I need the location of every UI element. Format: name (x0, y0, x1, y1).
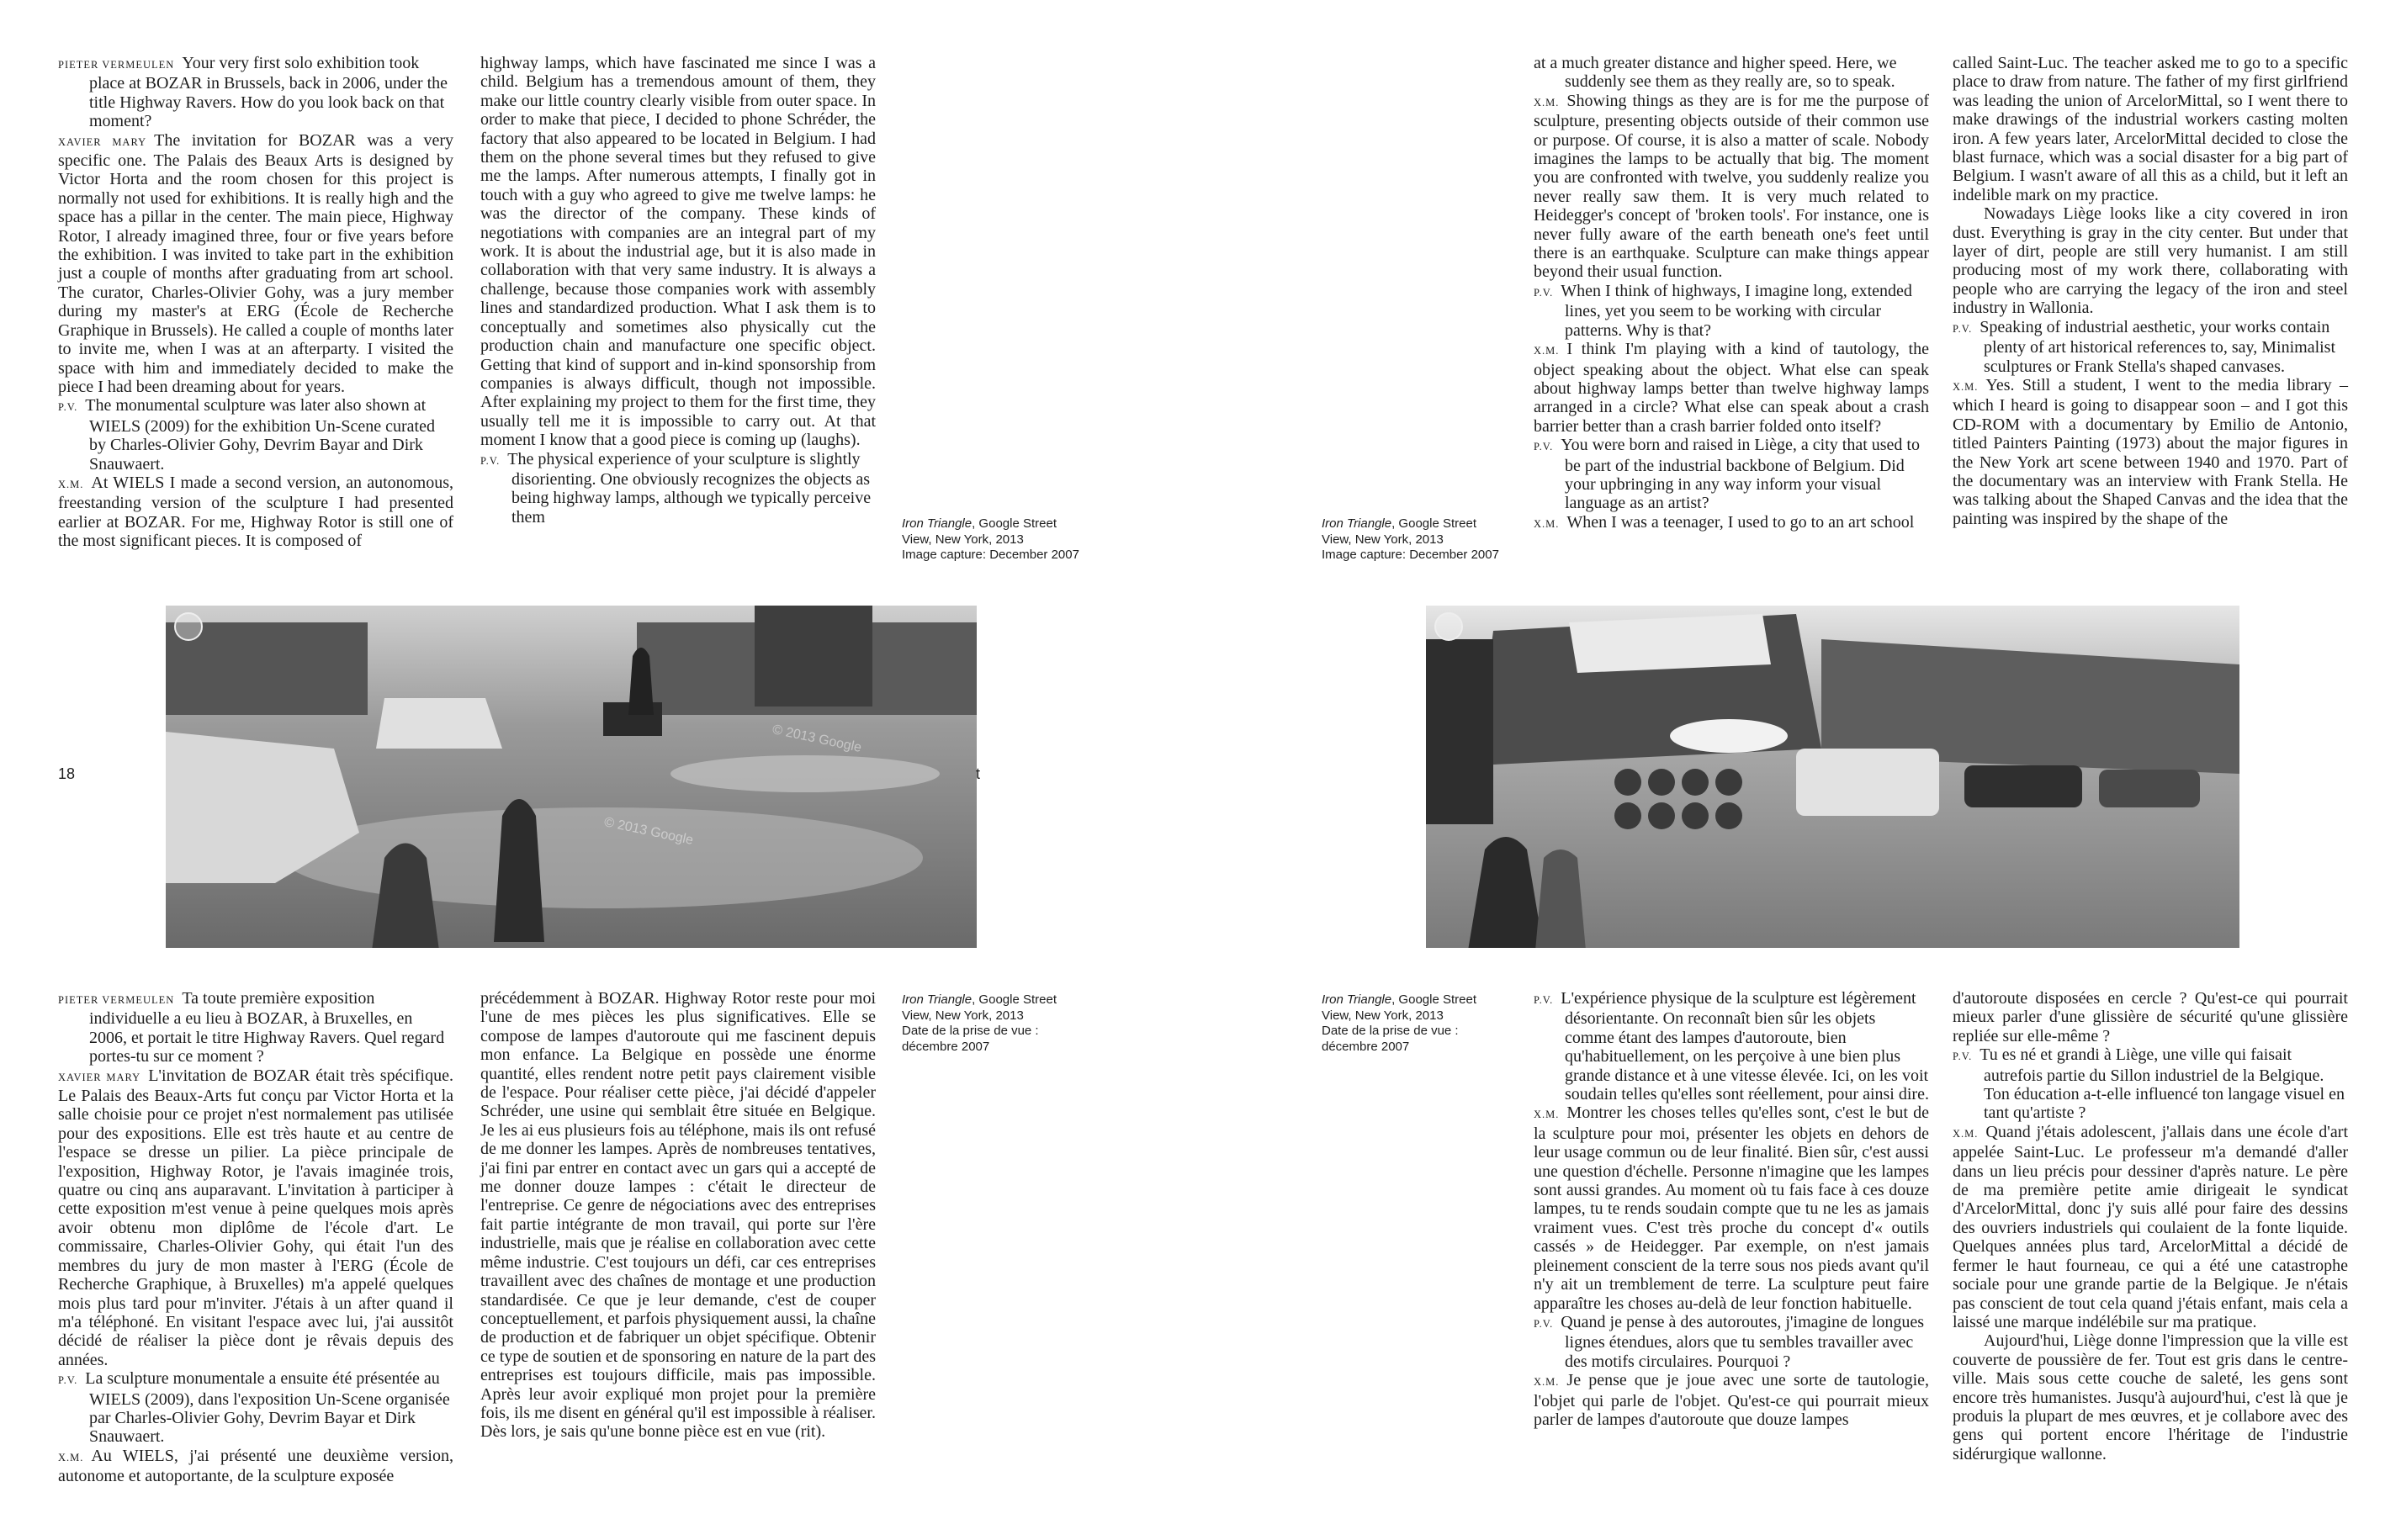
interview-answer (58, 131, 453, 397)
speaker-label: P.V. (480, 454, 501, 467)
paragraph (1953, 54, 2348, 204)
caption-date-label: Date de la prise de vue : (902, 1024, 1039, 1038)
interview-question (1953, 1045, 2348, 1123)
caption-date: décembre 2007 (1322, 1039, 1410, 1054)
interview-question (58, 989, 453, 1066)
paragraph-text: d'autoroute disposées en cercle ? Qu'est-ce qui pourrait mieux parler d'une glissière de sécurité qu'une glissière repliée sur elle-même ? (1953, 989, 2348, 1045)
interview-answer (58, 474, 453, 551)
interview-answer (58, 1066, 453, 1370)
street-view-photo-left (166, 606, 977, 948)
paragraph-text: Je pense que je joue avec une sorte de tautologie, l'objet qui parle de l'objet. Qu'est-ce qui pourrait mieux parler de lampes d'autoroute que douze lampes (1534, 1371, 1929, 1429)
caption-text: , Google Street (1391, 992, 1476, 1007)
paragraph (1953, 989, 2348, 1045)
interview-question (1534, 1313, 1929, 1371)
paragraph-text: Nowadays Liège looks like a city covered in iron dust. Everything is gray in the city center. But under that layer of dirt, people are still very humanist. I am still producing most of my work there, collaborating with people who are carrying the legacy of the iron and steel industry in Wallonia. (1953, 204, 2348, 318)
paragraph-text: Quand j'étais adolescent, j'allais dans une école d'art appelée Saint-Luc. Le professeur m'a demandé d'aller dans un lieu précis pour dessiner d'après nature. Le père de ma première petite amie dirigeait le syndicat d'ArcelorMittal, donc j'y suis allé pour faire des dessins des ouvriers industriels qui coulaient de la fonte liquide. Quelques années plus tard, ArcelorMittal a décidé de fermer le haut fourneau, ce qui a été une catastrophe sociale pour une grande partie de la Belgique. Je n'étais pas conscient de tout cela quand j'étais enfant, mais cela a laissé une marque indélébile sur ma pratique. (1953, 1122, 2348, 1331)
speaker-label: P.V. (58, 401, 78, 414)
speaker-label: X.M. (58, 1451, 84, 1463)
caption-date-label: Date de la prise de vue : (1322, 1024, 1459, 1038)
french-column-4 (1953, 989, 2348, 1463)
page-number: 18 (58, 765, 76, 782)
photo-caption-french-right (1322, 992, 1524, 1055)
speaker-label: X.M. (1953, 1127, 1979, 1140)
speaker-label: X.M. (1534, 1376, 1560, 1389)
interview-question (1953, 318, 2348, 376)
french-column-2 (480, 989, 876, 1442)
caption-text: , Google Street (972, 992, 1057, 1007)
paragraph-text: The invitation for BOZAR was a very specific one. The Palais des Beaux Arts is designed by Victor Horta and the room chosen for this project is normally not used for exhibitions. It is really high and the space has a pillar in the center. The main piece, Highway Rotor, I already imagined three, four or five years before the exhibition. I was invited to take part in the exhibition just a couple of months after graduating from art school. The curator, Charles-Olivier Gohy, was a jury member during my master's at ERG (École de Recherche Graphique in Brussels). He called a couple of months later to invite me, when I was at an afterparty. I visited the space with him and immediately decided to make the piece I had been dreaming about for years. (58, 130, 454, 396)
caption-text: View, New York, 2013 (902, 532, 1024, 547)
english-column-3 (1534, 54, 1929, 533)
interview-answer (58, 1447, 453, 1486)
speaker-label: X.M. (1953, 380, 1979, 393)
speaker-label: XAVIER MARY (58, 135, 147, 148)
speaker-label: P.V. (1953, 322, 1973, 335)
paragraph-text: Ta toute première exposition individuelle a eu lieu à BOZAR, à Bruxelles, en 2006, et portait le titre Highway Ravers. Quel regard portes-tu sur ce moment ? (89, 989, 445, 1066)
paragraph-text: called Saint-Luc. The teacher asked me to go to a specific place to draw from nature. The father of my first girlfriend was leading the union of ArcelorMittal, so I went there to make drawings of the industrial workers casting molten iron. A few years later, ArcelorMittal decided to close the blast furnace, which was a social disaster for a big part of Belgium. I wasn't aware of all this as a child, but it left an indelible mark on my practice. (1953, 54, 2348, 204)
paragraph-text: Aujourd'hui, Liège donne l'impression que la ville est couverte de poussière de fer. Tout est gris dans le centre-ville. Mais sous cette couche de saleté, les gens sont encore très humanistes. Jusqu'à aujourd'hui, c'est là que je produis la plupart de mes œuvres, et je collabore avec des gens qui portent encore l'héritage de l'industrie sidérurgique wallonne. (1953, 1331, 2348, 1463)
paragraph-text: You were born and raised in Liège, a city that used to be part of the industrial backbone of Belgium. Did your upbringing in any way inform your visual language as an artist? (1561, 436, 1920, 513)
interview-answer (1534, 92, 1929, 282)
french-column-3 (1534, 989, 1929, 1429)
interview-answer (1534, 1371, 1929, 1429)
caption-title: Iron Triangle (1322, 992, 1392, 1007)
paragraph-text: Showing things as they are is for me the purpose of sculpture, presenting objects outside of their common use or purpose. Of course, it is also a matter of scale. Nobody imagines the lamps to be actually that big. The moment you are confronted with twelve, you suddenly realize you never really saw them. It is very much related to Heidegger's concept of 'broken tools'. For instance, one is never fully aware of the earth beneath one's feet until there is an earthquake. Sculpture can make things appear beyond their usual function. (1534, 91, 1929, 282)
speaker-label: P.V. (58, 1374, 78, 1387)
interview-answer (1953, 376, 2348, 528)
interview-answer (1534, 1103, 1929, 1312)
speaker-label: X.M. (1534, 1109, 1560, 1121)
interview-question (1534, 54, 1929, 92)
interview-question (58, 54, 453, 131)
speaker-label: X.M. (1534, 345, 1560, 357)
speaker-label: P.V. (1953, 1050, 1973, 1063)
speaker-label: X.M. (1534, 517, 1560, 530)
interview-question (1534, 436, 1929, 513)
photo-caption-french-left (902, 992, 1104, 1055)
speaker-label: X.M. (1534, 96, 1560, 108)
speaker-label: XAVIER MARY (58, 1071, 141, 1083)
caption-date: Image capture: December 2007 (1322, 548, 1499, 562)
interview-question (58, 1369, 453, 1447)
speaker-label: P.V. (1534, 441, 1554, 453)
paragraph-text: When I think of highways, I imagine long, extended lines, yet you seem to be working with circular patterns. Why is that? (1561, 281, 1912, 340)
interview-answer (1534, 513, 1929, 533)
interview-answer (1534, 340, 1929, 436)
speaker-label: P.V. (1534, 1317, 1554, 1330)
paragraph-text: highway lamps, which have fascinated me since I was a child. Belgium has a tremendous amount of them, they make our little country clearly visible from outer space. In order to make that piece, I decided to phone Schréder, the factory that also appeared to be located in Belgium. I had them on the phone several times but they refused to give me the lamps. After numerous attempts, I finally got in touch with a guy who agreed to give me twelve lamps: he was the director of the company. These kinds of negotiations with companies are an integral part of my work. It is about the industrial age, but it is also made in collaboration with that very same industry. It is always a challenge, because those companies work with assembly lines and standardized production. What I ask them is to conceptually and sometimes also physically cut the production chain and manufacture one specific object. Getting that kind of support and in-kind sponsorship from companies is always difficult, though not impossible. After explaining my project to them for the first time, they usually tell me it is impossible to carry out. At that moment I know that a good piece is coming up (laughs). (480, 54, 876, 450)
paragraph-text: I think I'm playing with a kind of tautology, the object speaking about the object. What else can speak about highway lamps better than twelve highway lamps arranged in a circle? What else can speak about a crash barrier better than a crash barrier folded onto itself? (1534, 340, 1929, 436)
english-column-1 (58, 54, 453, 551)
caption-date: décembre 2007 (902, 1039, 990, 1054)
speaker-label: P.V. (1534, 994, 1554, 1006)
paragraph-text: The monumental sculpture was later also shown at WIELS (2009) for the exhibition Un-Scene curated by Charles-Olivier Gohy, Devrim Bayar and Dirk Snauwaert. (85, 396, 435, 474)
speaker-label: PIETER VERMEULEN (58, 994, 175, 1006)
interview-question (1534, 282, 1929, 340)
paragraph-text: at a much greater distance and higher speed. Here, we suddenly see them as they really are, so to speak. (1534, 54, 1897, 92)
speaker-label: P.V. (1534, 286, 1554, 299)
speaker-label: PIETER VERMEULEN (58, 59, 175, 71)
paragraph-text: La sculpture monumentale a ensuite été présentée au WIELS (2009), dans l'exposition Un-Scene organisée par Charles-Olivier Gohy, Devrim Bayar et Dirk Snauwaert. (85, 1369, 450, 1447)
google-watermark: © 2013 Google (771, 722, 863, 756)
paragraph-text: L'expérience physique de la sculpture est légèrement désorientante. On reconnaît bien sûr les objets comme étant des lampes d'autoroute, bien qu'habituellement, on les perçoive à une bien plus grande distance et à une vitesse élevée. Ici, on les voit soudain telles qu'elles sont réellement, pour ainsi dire. (1561, 989, 1929, 1104)
street-view-photo-right (1426, 606, 2239, 948)
paragraph-text: Tu es né et grandi à Liège, une ville qui faisait autrefois partie du Sillon industriel de la Belgique. Ton éducation a-t-elle influencé ton langage visuel en tant qu'artiste ? (1980, 1045, 2345, 1123)
paragraph-text: précédemment à BOZAR. Highway Rotor reste pour moi l'une de mes pièces les plus significatives. Elle se compose de lampes d'autoroute qui me fascinent depuis mon enfance. La Belgique en possède une énorme quantité, elles rendent notre petit pays clairement visible de l'espace. Pour réaliser cette pièce, j'ai décidé d'appeler Schréder, une usine qui semblait être située en Belgique. Je les ai eus plusieurs fois au téléphone, mais ils ont refusé de me donner les lampes. Après de nombreuses tentatives, j'ai fini par entrer en contact avec un gars qui a accepté de me donner douze lampes : c'était le directeur de l'entreprise. Ce genre de négociations avec des entreprises fait partie intégrante de mon travail, qui porte sur l'ère industrielle, mais que je réalise en collaboration avec cette même industrie. C'est toujours un défi, car ces entreprises travaillent avec des chaînes de montage et une production standardisée. Ce que je leur demande, c'est de couper conceptuellement, et parfois physiquement aussi, la chaîne de production et de fabriquer un objet spécifique. Obtenir ce type de soutien et de sponsoring en nature de la part des entreprises est toujours difficile, mais pas impossible. Après leur avoir expliqué mon projet pour la première fois, ils me disent en général qu'il est impossible à réaliser. Dès lors, je sais qu'une bonne pièce est en vue (rit). (480, 989, 876, 1442)
caption-text: View, New York, 2013 (1322, 532, 1444, 547)
caption-text: View, New York, 2013 (1322, 1008, 1444, 1023)
stray-text-fragment: t (976, 765, 981, 782)
paragraph-text: L'invitation de BOZAR était très spécifique. Le Palais des Beaux-Arts fut conçu par Victor Horta et la salle choisie pour ce projet n'est normalement pas utilisée pour des expositions. Elle est très haute et au centre de l'espace se dresse un pilier. La pièce principale de l'exposition, Highway Rotor, je l'avais imaginée trois, quatre ou cinq ans auparavant. L'invitation à participer à cette exposition m'est venue à peine quelques mois après avoir obtenu mon diplôme de l'école d'art. Le commissaire, Charles-Olivier Gohy, qui était l'un des membres du jury de mon master à l'ERG (École de Recherche Graphique, à Bruxelles) m'a appelé quelques mois plus tard pour m'inviter. J'étais à un after quand il m'a téléphoné. En visitant l'espace avec lui, j'ai aussitôt décidé de réaliser la pièce dont je rêvais depuis des années. (58, 1066, 453, 1369)
paragraph (480, 54, 876, 450)
caption-title: Iron Triangle (902, 516, 973, 531)
paragraph (480, 989, 876, 1442)
google-watermark: © 2013 Google (602, 814, 695, 849)
interview-answer (1953, 1123, 2348, 1331)
caption-text: View, New York, 2013 (902, 1008, 1024, 1023)
street-view-compass-icon (1434, 612, 1463, 641)
paragraph-text: Yes. Still a student, I went to the media library – which I heard is going to disappear soon – and I got this CD-ROM with a documentary by Emilio de Antonio, titled Painters Painting (1973) about the major figures in the New York art scene between 1940 and 1970. Part of the documentary was an interview with Frank Stella. He was talking about the Shaped Canvas and the idea that the painting was inspired by the shape of the (1953, 375, 2348, 528)
paragraph-text: The physical experience of your sculpture is slightly disorienting. One obviously recognizes the objects as being highway lamps, although we typically perceive them (507, 449, 872, 527)
paragraph (1953, 204, 2348, 317)
paragraph (1953, 1331, 2348, 1463)
street-view-compass-icon (174, 612, 203, 641)
caption-text: , Google Street (972, 516, 1057, 531)
paragraph-text: Montrer les choses telles qu'elles sont, c'est le but de la sculpture pour moi, présenter les objets en dehors de leur usage commun ou de leur finalité. Bien sûr, c'est aussi une question d'échelle. Personne n'imagine que les lampes sont aussi grandes. Au moment où tu fais face à ces douze lampes, tu te rends soudain compte que tu ne les as jamais vraiment vues. C'est très proche du concept d'« outils cassés » de Heidegger. Par exemple, on n'est jamais pleinement conscient de la terre sous nos pieds avant qu'il n'y ait un tremblement de terre. La sculpture peut faire apparaître les choses au-delà de leur fonction habituelle. (1534, 1103, 1929, 1313)
english-column-4 (1953, 54, 2348, 528)
caption-date: Image capture: December 2007 (902, 548, 1079, 562)
photo-caption-english-right (1322, 516, 1524, 564)
paragraph-text: Speaking of industrial aesthetic, your works contain plenty of art historical references to, say, Minimalist sculptures or Frank Stella's shaped canvases. (1980, 317, 2336, 376)
paragraph-text: When I was a teenager, I used to go to an art school (1566, 512, 1915, 532)
interview-question (1534, 989, 1929, 1103)
paragraph-text: At WIELS I made a second version, an autonomous, freestanding version of the sculpture I had presented earlier at BOZAR. For me, Highway Rotor is still one of the most significant pieces. It is composed of (58, 473, 453, 551)
paragraph-text: Au WIELS, j'ai présenté une deuxième version, autonome et autoportante, de la sculpture exposée (58, 1446, 453, 1486)
interview-question (480, 450, 876, 527)
paragraph-text: Quand je pense à des autoroutes, j'imagine de longues lignes étendues, alors que tu sembles travailler avec des motifs circulaires. Pourquoi ? (1561, 1312, 1925, 1371)
interview-question (58, 396, 453, 474)
english-column-2 (480, 54, 876, 527)
paragraph-text: Your very first solo exhibition took place at BOZAR in Brussels, back in 2006, under the title Highway Ravers. How do you look back on that moment? (89, 54, 448, 131)
caption-text: , Google Street (1391, 516, 1476, 531)
caption-title: Iron Triangle (1322, 516, 1392, 531)
photo-caption-english-left (902, 516, 1104, 564)
caption-title: Iron Triangle (902, 992, 973, 1007)
speaker-label: X.M. (58, 478, 84, 490)
french-column-1 (58, 989, 453, 1486)
